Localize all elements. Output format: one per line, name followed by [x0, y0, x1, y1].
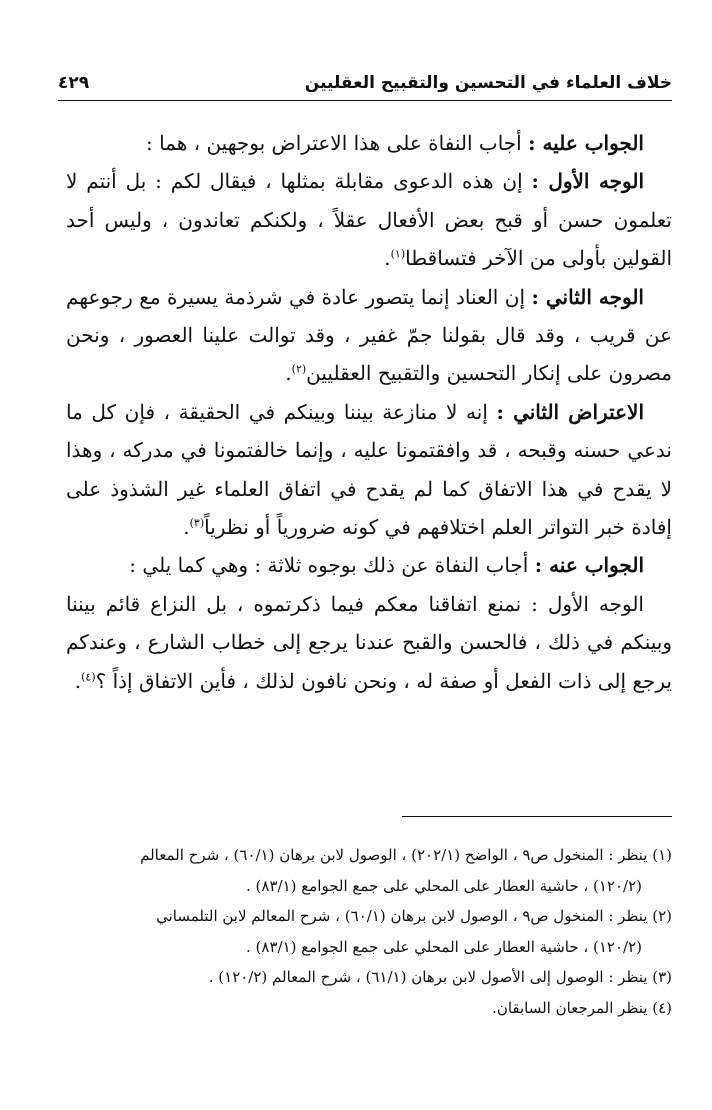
paragraph-lead: الوجه الأول :	[531, 591, 644, 616]
footnote-3: (٣) ينظر : الوصول إلى الأصول لابن برهان (٦١/١) ، شرح المعالم (١٢٠/٢) .	[208, 968, 672, 986]
paragraph-end: .	[384, 246, 391, 271]
paragraph-lead: الوجه الثاني :	[531, 284, 644, 309]
page-number: ٤٢٩	[58, 73, 90, 93]
paragraph-lead: الاعتراض الثاني :	[496, 399, 644, 424]
footnote-ref[interactable]: (٤)	[81, 670, 96, 684]
header-divider	[58, 100, 672, 101]
footnote-ref[interactable]: (٢)	[291, 362, 307, 376]
paragraph-second-aspect	[66, 278, 672, 393]
footnote-4: (٤) ينظر المرجعان السابقان.	[492, 998, 672, 1017]
footnote-2-continued: (١٢٠/٢) ، حاشية العطار على المحلي على جمع الجوامع (٨٣/١) .	[246, 937, 642, 956]
main-text	[66, 124, 672, 700]
paragraph-first-aspect-2	[66, 585, 672, 700]
paragraph-text: أجاب النفاة عن ذلك بوجوه ثلاثة : وهي كما يلي :	[129, 553, 535, 578]
running-title: خلاف العلماء في التحسين والتقبيح العقليين	[304, 73, 672, 93]
paragraph-first-aspect	[66, 162, 672, 277]
paragraph-text: أجاب النفاة على هذا الاعتراض بوجهين ، هما :	[145, 131, 529, 155]
paragraph-answer-1	[66, 124, 672, 162]
paragraph-text: إن العناد إنما يتصور عادة في شرذمة يسيرة مع رجوعهم عن قريب ، وقد قال بقولنا جمّ غفير ، وقد توالت علينا العصور ، ونحن مصرون على إنكار التحسين والتقبيح العقليين	[66, 284, 672, 386]
paragraph-end: .	[285, 361, 292, 386]
paragraph-end: .	[74, 668, 82, 693]
paragraph-text: إن هذه الدعوى مقابلة بمثلها ، فيقال لكم : بل أنتم لا تعلمون حسن أو قبح بعض الأفعال عقلاً ، ولكنكم تعاندون ، وليس أحد القولين بأولى من الآخر فتساقطا	[66, 169, 672, 271]
paragraph-answer-2	[66, 546, 672, 584]
footnote-divider	[402, 816, 672, 817]
paragraph-lead: الجواب عليه :	[528, 131, 644, 155]
footnote-ref[interactable]: (١)	[390, 247, 406, 261]
paragraph-lead: الجواب عنه :	[534, 553, 644, 578]
paragraph-text: نمنع اتفاقنا معكم فيما ذكرتموه ، بل النزاع قائم بيننا وبينكم في ذلك ، فالحسن والقبح عندنا يرجع إلى خطاب الشارع ، وعندكم يرجع إلى ذات الفعل أو صفة له ، ونحن نافون لذلك ، فأين الاتفاق إذاً ؟	[66, 591, 672, 693]
footnotes	[58, 840, 672, 1023]
running-header	[58, 70, 672, 104]
footnote-ref[interactable]: (٣)	[189, 516, 205, 530]
paragraph-end: .	[183, 515, 190, 540]
footnote-1-continued: (١٢٠/٢) ، حاشية العطار على المحلي على جمع الجوامع (٨٣/١) .	[246, 876, 642, 895]
paragraph-lead: الوجه الأول :	[531, 169, 645, 194]
footnote-1: (١) ينظر : المنخول ص٩ ، الواضح (٢٠٢/١) ، الوصول لابن برهان (٦٠/١) ، شرح المعالم	[140, 846, 672, 864]
paragraph-second-objection	[66, 393, 672, 547]
footnote-2: (٢) ينظر : المنخول ص٩ ، الوصول لابن برهان (٦٠/١) ، شرح المعالم لابن التلمساني	[156, 907, 672, 925]
paragraph-text: إنه لا منازعة بيننا وبينكم في الحقيقة ، فإن كل ما ندعي حسنه وقبحه ، قد وافقتمونا عليه ، وإنما خالفتمونا في مدركه ، وهذا لا يقدح في هذا الاتفاق كما لم يقدح في اتفاق العلماء غير الشذوذ على إفادة خبر التواتر العلم اختلافهم في كونه ضرورياً أو نظرياً	[66, 399, 672, 540]
